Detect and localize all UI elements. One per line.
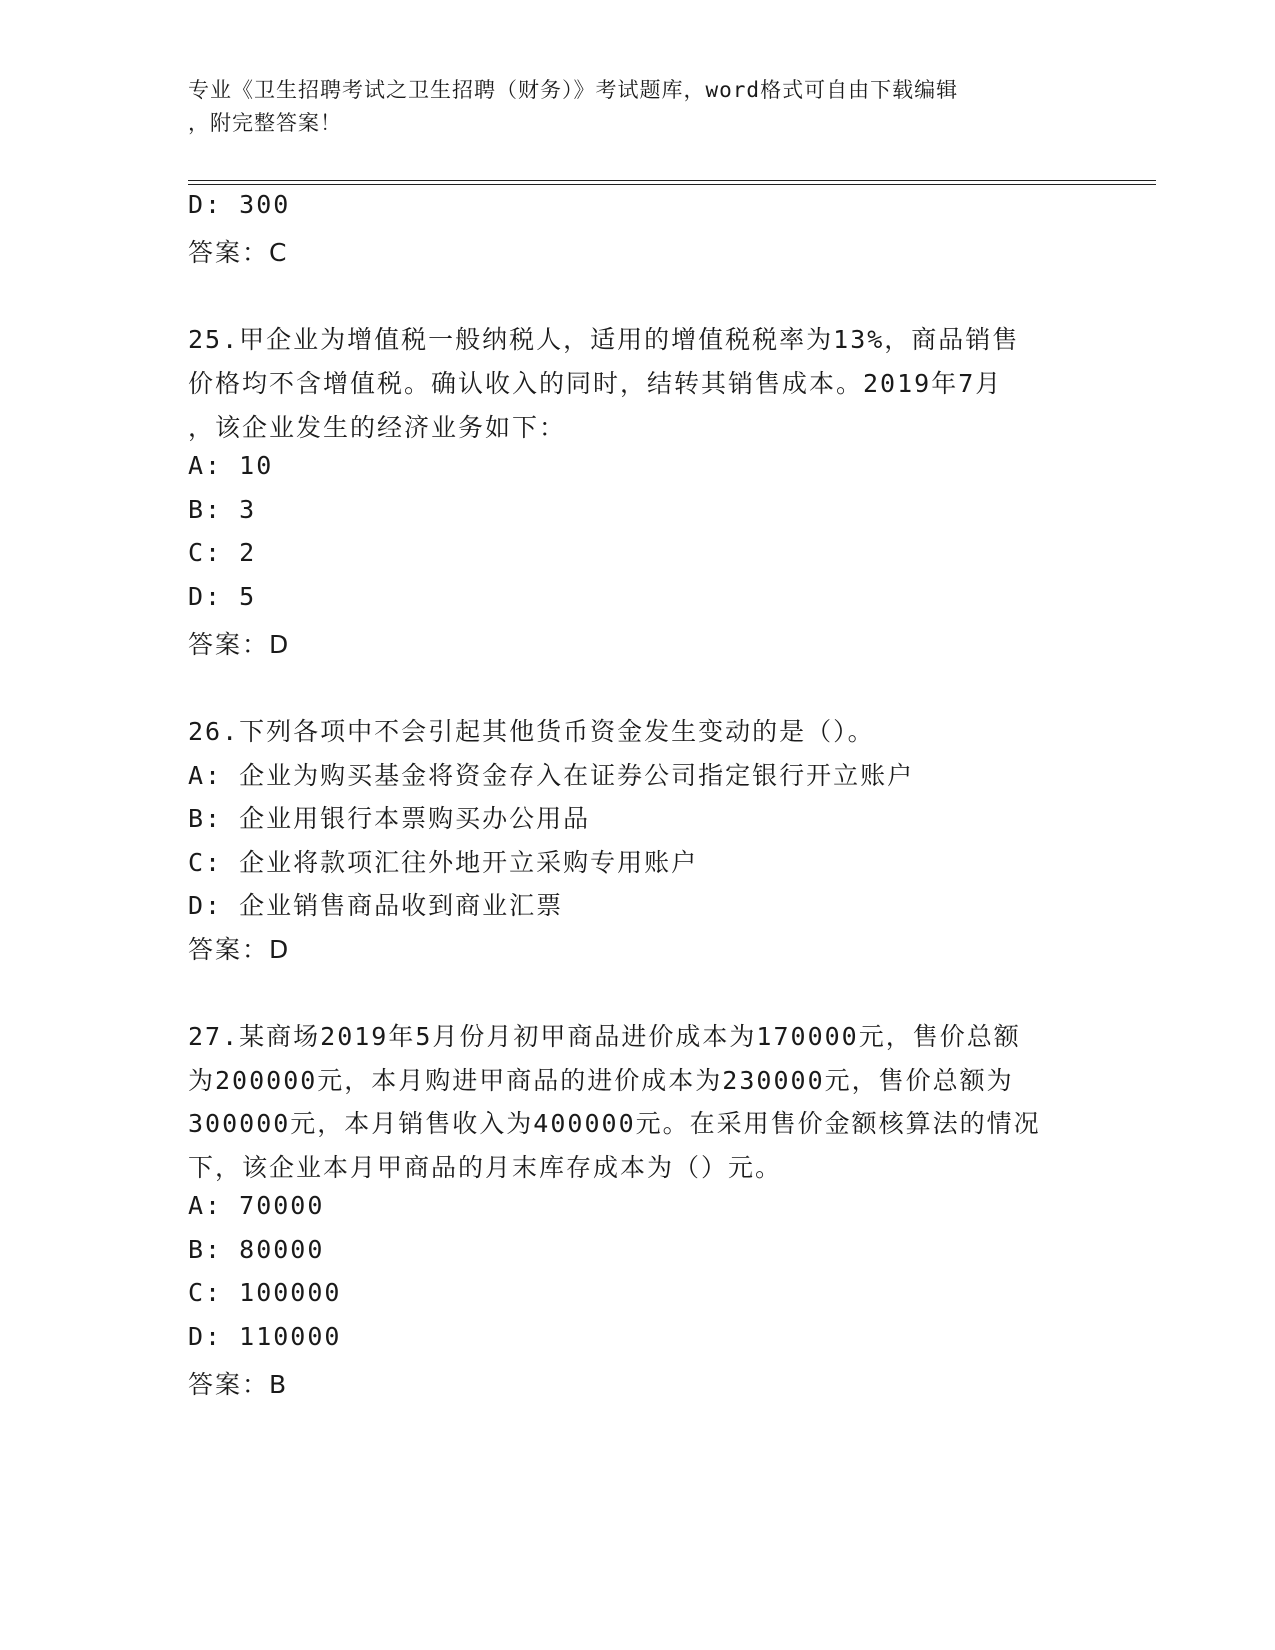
q25-option-d: D: 5 bbox=[188, 582, 257, 611]
q25-answer: 答案：D bbox=[188, 630, 291, 659]
q25-stem-line-2: 价格均不含增值税。确认收入的同时，结转其销售成本。2019年7月 bbox=[188, 369, 1003, 398]
q25-stem-line-3: ，该企业发生的经济业务如下： bbox=[188, 413, 567, 442]
q27-stem-line-3: 300000元，本月销售收入为400000元。在采用售价金额核算法的情况 bbox=[188, 1109, 1041, 1138]
q27-option-c: C: 100000 bbox=[188, 1278, 342, 1307]
q25-stem-line-1: 25.甲企业为增值税一般纳税人，适用的增值税税率为13%，商品销售 bbox=[188, 325, 1020, 354]
q27-stem-line-4: 下，该企业本月甲商品的月末库存成本为（）元。 bbox=[188, 1153, 783, 1182]
prev-answer: 答案：C bbox=[188, 238, 289, 267]
q26-option-c: C: 企业将款项汇往外地开立采购专用账户 bbox=[188, 848, 699, 877]
q27-option-a: A: 70000 bbox=[188, 1191, 325, 1220]
document-header bbox=[188, 74, 1088, 140]
q26-answer: 答案：D bbox=[188, 935, 291, 964]
header-line-2: ，附完整答案！ bbox=[188, 111, 342, 135]
q27-option-d: D: 110000 bbox=[188, 1322, 342, 1351]
prev-option-d: D: 300 bbox=[188, 190, 291, 219]
q27-answer: 答案：B bbox=[188, 1370, 289, 1399]
q25-option-c: C: 2 bbox=[188, 538, 257, 567]
header-rule-bottom bbox=[188, 184, 1156, 185]
header-rule-top bbox=[188, 180, 1156, 181]
q26-stem-line-1: 26.下列各项中不会引起其他货币资金发生变动的是（）。 bbox=[188, 717, 875, 746]
q27-stem-line-2: 为200000元，本月购进甲商品的进价成本为230000元，售价总额为 bbox=[188, 1066, 1014, 1095]
q26-option-b: B: 企业用银行本票购买办公用品 bbox=[188, 804, 591, 833]
q26-option-d: D: 企业销售商品收到商业汇票 bbox=[188, 891, 564, 920]
q25-option-b: B: 3 bbox=[188, 495, 257, 524]
header-line-1: 专业《卫生招聘考试之卫生招聘（财务）》考试题库，word格式可自由下载编辑 bbox=[188, 78, 959, 102]
q26-option-a: A: 企业为购买基金将资金存入在证券公司指定银行开立账户 bbox=[188, 761, 915, 790]
q27-option-b: B: 80000 bbox=[188, 1235, 325, 1264]
q25-option-a: A: 10 bbox=[188, 451, 274, 480]
q27-stem-line-1: 27.某商场2019年5月份月初甲商品进价成本为170000元，售价总额 bbox=[188, 1022, 1021, 1051]
